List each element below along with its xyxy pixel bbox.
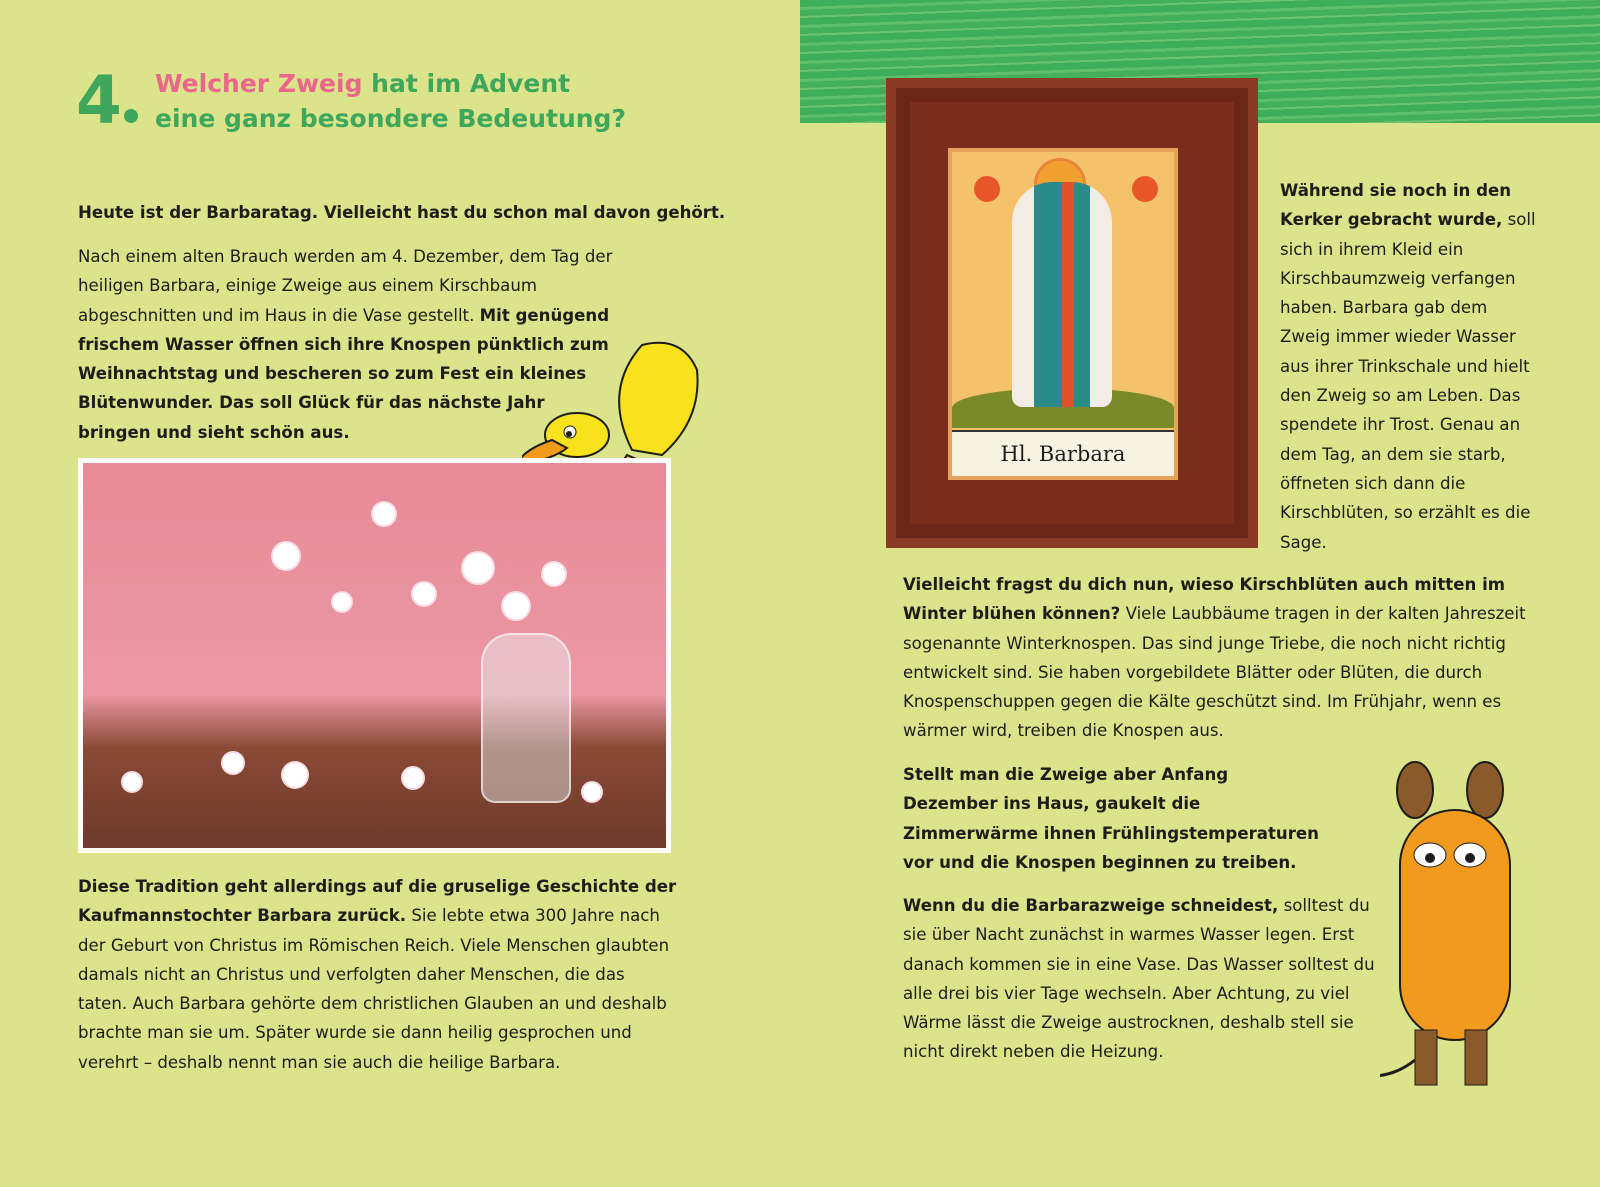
paragraph-winter-buds: Vielleicht fragst du dich nun, wieso Kirschblüten auch mitten im Winter blühen können? Viele Laubbäume tragen in der kalten Jahreszeit sogenannte Winterknospen. Das sind junge Triebe, die noch nicht richtig entwickelt sind. Sie haben vorgebildete Blätter oder Blüten, die durch Knospenschuppen gegen die Kälte geschützt sind. Im Frühjahr, wenn es wärmer wird, treiben die Knospen aus. (903, 575, 1526, 741)
paragraph-tips: Wenn du die Barbarazweige schneidest, solltest du sie über Nacht zunächst in warmes Wasser legen. Erst danach kommen sie in eine Vase. Das Wasser solltest du alle drei bis vier Tage wechseln. Aber Achtung, zu viel Wärme lässt die Zweige austrocknen, deshalb stell sie nicht direkt neben die Heizung. (903, 896, 1375, 1062)
paragraph-history: Diese Tradition geht allerdings auf die gruselige Geschichte der Kaufmannstochter Barbara zurück. Sie lebte etwa 300 Jahre nach der Geburt von Christus im Römischen Reich. Viele Menschen glaubten damals nicht an Christus und verfolgten daher Menschen, die das taten. Auch Barbara gehörte dem christlichen Glauben an und deshalb brachte man sie um. Später wurde sie dann heilig gesprochen und verehrt – deshalb nennt man sie auch die heilige Barbara. (78, 877, 677, 1072)
paragraph-tradition: Nach einem alten Brauch werden am 4. Dezember, dem Tag der heiligen Barbara, einige Zweige aus einem Kirschbaum abgeschnitten und im Haus in die Vase gestellt. Mit genügend frischem Wasser öffnen sich ihre Knospen pünktlich zum Weihnachtstag und bescheren so zum Fest ein kleines Blütenwunder. Das soll Glück für das nächste Jahr bringen und sieht schön aus. (78, 247, 613, 442)
mouse-illustration (1380, 760, 1540, 1090)
page-title: Welcher Zweig hat im Advent eine ganz besondere Bedeutung? (155, 69, 626, 133)
picture-label: Hl. Barbara (952, 430, 1174, 476)
cherry-blossom-photo (78, 458, 671, 853)
duck-illustration (522, 330, 722, 475)
intro-text: Heute ist der Barbaratag. Vielleicht hast du schon mal davon gehört. (78, 203, 726, 222)
question-number: 4 (76, 62, 138, 139)
paragraph-legend: Während sie noch in den Kerker gebracht wurde, soll sich in ihrem Kleid ein Kirschbaumzweig verfangen haben. Barbara gab dem Zweig immer wieder Wasser aus ihrer Trinkschale und hielt den Zweig so am Leben. Das spendete ihr Trost. Genau an dem Tag, an dem sie starb, öffneten sich dann die Kirschblüten, so erzählt es die Sage. (1280, 181, 1536, 552)
paragraph-room-warmth: Stellt man die Zweige aber Anfang Dezember ins Haus, gaukelt die Zimmerwärme ihnen Frühlingstemperaturen vor und die Knospen beginnen zu treiben. (903, 765, 1319, 872)
saint-barbara-picture (886, 78, 1258, 548)
